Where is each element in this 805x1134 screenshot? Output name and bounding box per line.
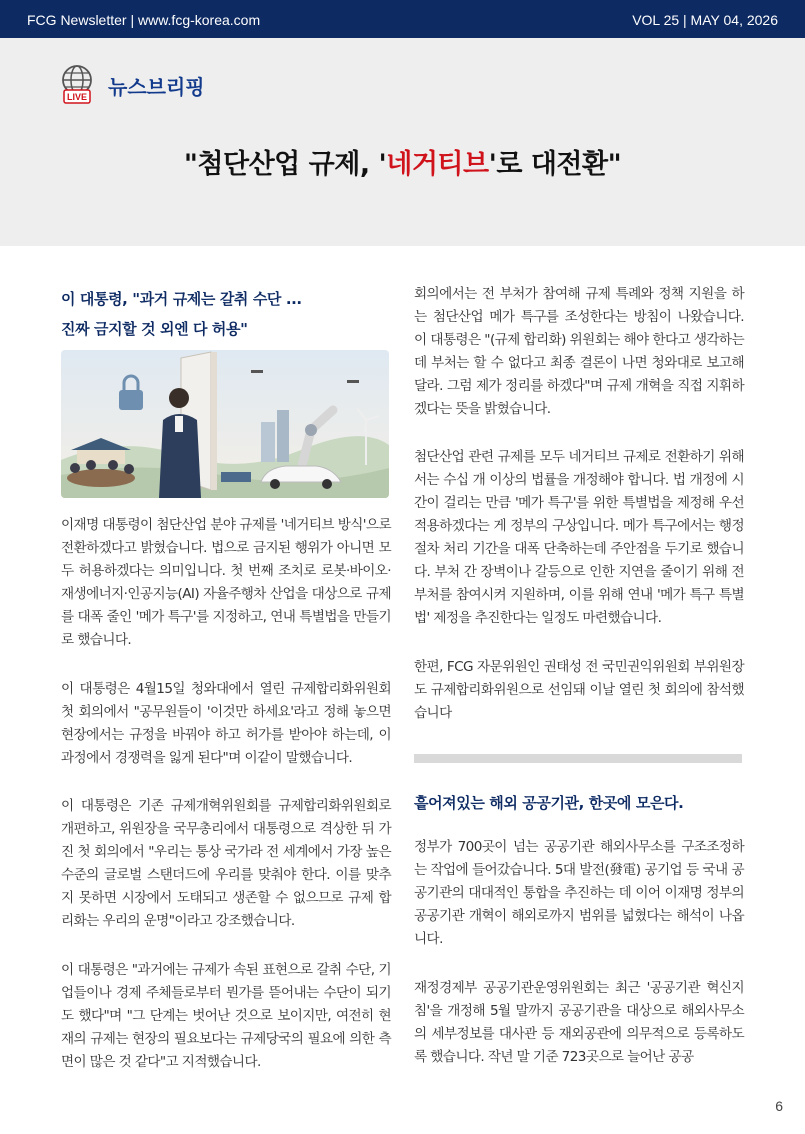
top-bar <box>0 0 805 38</box>
left-paragraph-1: 이재명 대통령이 첨단산업 분야 규제를 '네거티브 방식'으로 전환하겠다고 밝혔습니다. 법으로 금지된 행위가 아니면 모두 허용하겠다는 의미입니다. 첫 번째 조치로 로봇·바이오·재생에너지·인공지능(AI) 자율주행차 산업을 대상으로 규제를 대폭 줄인 '메가 특구'를 지정하고, 연내 특별법을 만들기로 했습니다. <box>61 517 391 648</box>
right-paragraph-1: 회의에서는 전 부처가 참여해 규제 특례와 정책 지원을 하는 첨단산업 메가 특구를 조성한다는 방침이 나왔습니다. 이 대통령은 "(규제 합리화) 위원회는 해야 한다고 생각하는데 부처는 할 수 없다고 최종 결론이 나면 청와대로 보고해 달라. 그럼 제가 정리를 하겠다"며 규제 개혁을 직접 지휘하겠다는 뜻을 밝혔습니다. <box>414 286 744 417</box>
left-paragraph-2: 이 대통령은 4월15일 청와대에서 열린 규제합리화위원회 첫 회의에서 "공무원들이 '이것만 하세요'라고 정해 놓으면 현장에서는 규정을 바꿔야 하고 허가를 받아야 하는데, 이 과정에서 경쟁력을 잃게 된다"며 이같이 말했습니다. <box>61 681 391 766</box>
page-number: 6 <box>775 1098 783 1114</box>
newsletter-site: FCG Newsletter | www.fcg-korea.com <box>27 12 261 28</box>
live-text: LIVE <box>66 92 88 102</box>
right-paragraph-4: 정부가 700곳이 넘는 공공기관 해외사무소를 구조조정하는 작업에 들어갔습니다. 5대 발전(發電) 공기업 등 국내 공공기관의 대대적인 통합을 추진하는 데 이어 이재명 정부의 공공기관 개혁이 해외로까지 범위를 넓혔다는 해석이 나옵니다. <box>414 839 744 947</box>
headline-part-2: '로 대전환" <box>488 149 622 180</box>
right-paragraph-5: 재정경제부 공공기관운영위원회는 최근 '공공기관 혁신지침'을 개정해 5월 말까지 공공기관을 대상으로 해외사무소의 세부정보를 대사관 등 재외공관에 의무적으로 등록하도록 했습니다. 작년 말 기준 723곳으로 늘어난 공공 <box>414 980 744 1065</box>
headline-part-1: "첨단산업 규제, ' <box>183 149 387 180</box>
globe-live-icon <box>60 64 94 106</box>
page-header <box>0 38 805 246</box>
headline <box>0 142 805 181</box>
section-label: 뉴스브리핑 <box>108 74 205 99</box>
news-briefing-label <box>60 64 205 106</box>
right-subheading: 흩어져있는 해외 공공기관, 한곳에 모은다. <box>414 794 684 812</box>
left-subheading-line-1: 이 대통령, "과거 규제는 갈취 수단 ... <box>61 290 302 308</box>
section-divider <box>414 754 742 763</box>
right-paragraph-3: 한편, FCG 자문위원인 권태성 전 국민권익위원회 부위원장도 규제합리화위원으로 선임돼 이날 열린 첫 회의에 참석했습니다 <box>414 659 744 721</box>
headline-highlight: 네거티브 <box>386 149 489 180</box>
left-paragraph-4: 이 대통령은 "과거에는 규제가 속된 표현으로 갈취 수단, 기업들이나 경제 주체들로부터 뭔가를 뜯어내는 수단이 되기도 했다"며 "그 단계는 벗어난 것으로 보이지만, 여전히 현재의 규제는 현장의 필요보다는 규제당국의 필요에 의한 측면이 많은 것 같다"고 지적했습니다. <box>61 962 391 1070</box>
left-subheading-line-2: 진짜 금지할 것 외엔 다 허용" <box>61 320 248 338</box>
issue-date: VOL 25 | MAY 04, 2026 <box>632 12 778 28</box>
left-paragraph-3: 이 대통령은 기존 규제개혁위원회를 규제합리화위원회로 개편하고, 위원장을 국무총리에서 대통령으로 격상한 뒤 가진 첫 회의에서 "우리는 통상 국가라 전 세계에서 가장 높은 수준의 글로벌 스탠더드에 우리를 맞춰야 한다. 이를 맞추지 못하면 시장에서 도태되고 생존할 수 없으므로 규제 합리화는 우리의 운명"이라고 강조했습니다. <box>61 798 391 929</box>
article-illustration <box>61 350 389 498</box>
right-paragraph-2: 첨단산업 관련 규제를 모두 네거티브 규제로 전환하기 위해서는 수십 개 이상의 법률을 개정해야 합니다. 법 개정에 시간이 걸리는 만큼 '메가 특구'를 위한 특별법을 제정해 우선 적용하겠다는 게 정부의 구상입니다. 메가 특구에서는 행정 절차 처리 기간을 대폭 단축하는데 주안점을 두기로 했습니다. 부처 간 장벽이나 갈등으로 인한 지연을 줄이기 위해 전 부처를 참여시켜 지원하며, 이를 위해 연내 '메가 특구 특별법' 제정을 추진한다는 일정도 마련했습니다. <box>414 449 744 626</box>
